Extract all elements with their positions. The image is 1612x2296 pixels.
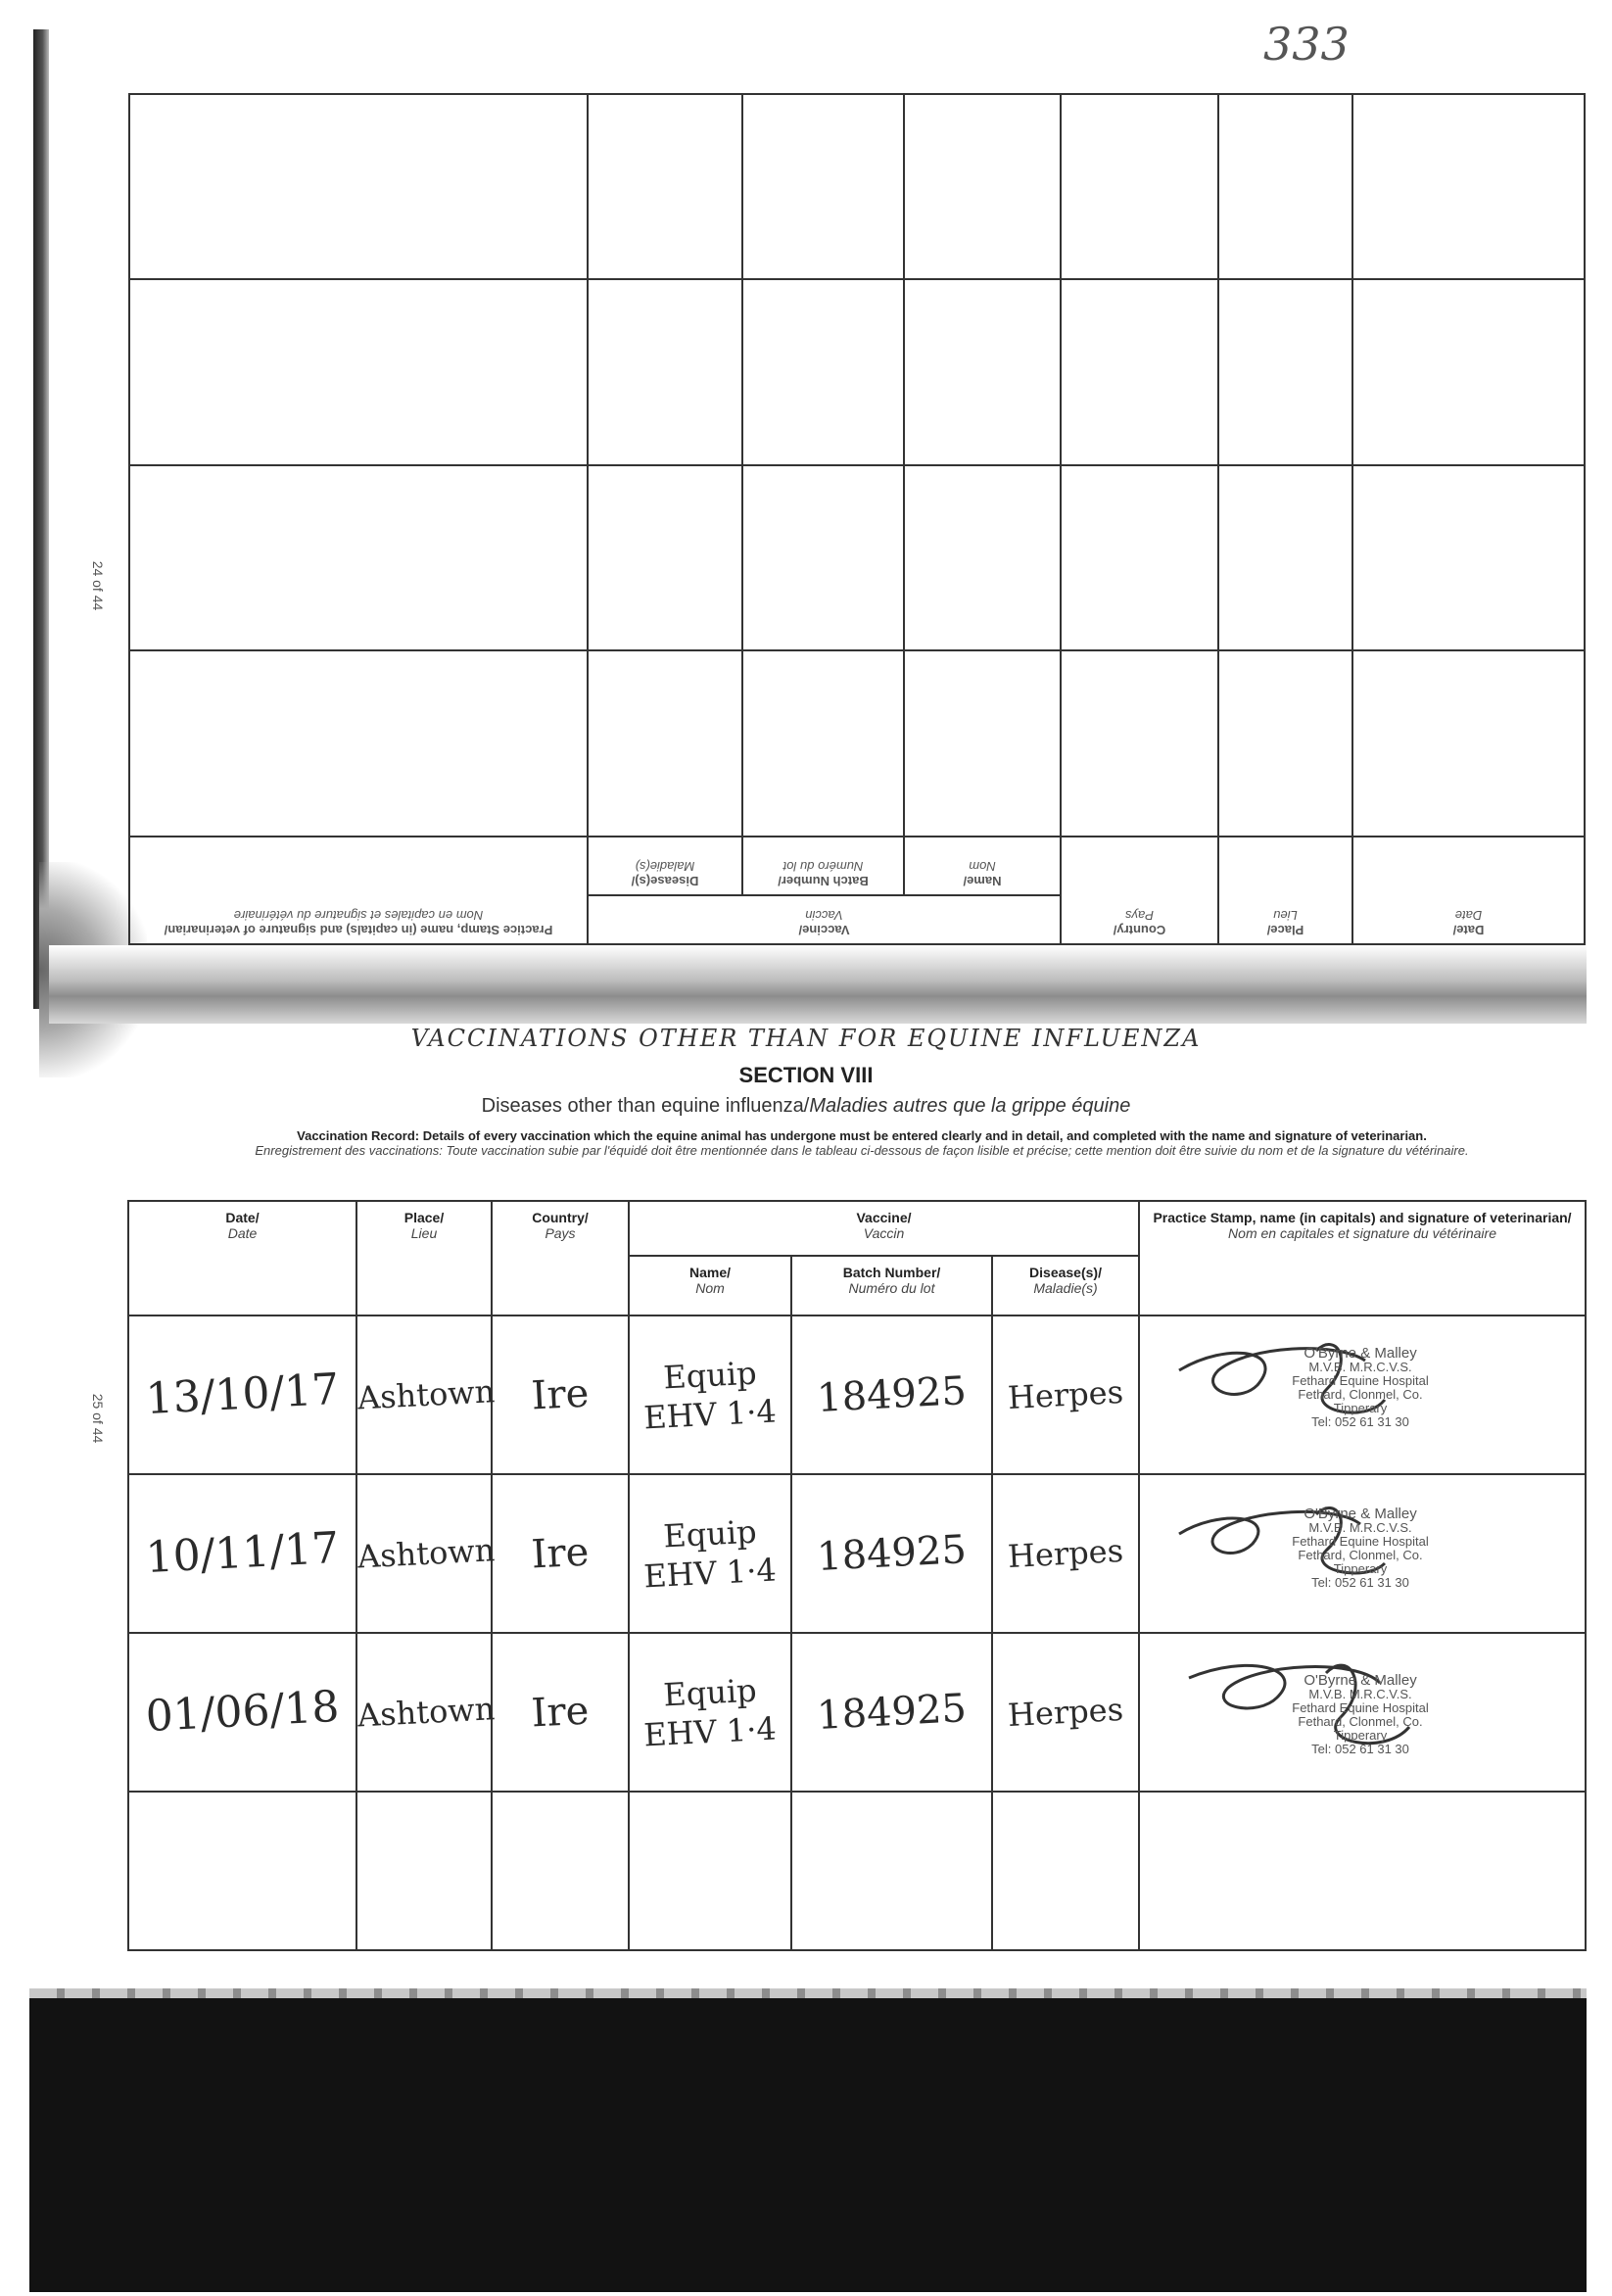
ud-header-country: Country/ Pays — [1061, 837, 1218, 944]
cell-batch: 184925 — [791, 1315, 992, 1474]
cell-batch: 184925 — [791, 1474, 992, 1633]
table-row — [128, 1474, 1586, 1633]
table-row-empty — [128, 1792, 1586, 1950]
cell-place: Ashtown — [356, 1633, 492, 1792]
upside-down-page — [130, 93, 1586, 945]
stamp-text: O'Byrne & Malley M.V.B. M.R.C.V.S. Fethard Equine Hospital Fethard, Clonmel, Co. Tipperary Tel: 052 61 31 30 — [1292, 1344, 1429, 1429]
header-vaccine: Vaccine/ Vaccin — [629, 1201, 1139, 1256]
ud-empty-row — [129, 465, 1585, 651]
cell-vaccine-name: Equip EHV 1·4 — [629, 1315, 791, 1474]
ud-header-place: Place/ Lieu — [1218, 837, 1352, 944]
cell-stamp — [1139, 1315, 1586, 1474]
header-name: Name/ Nom — [629, 1256, 791, 1315]
ud-empty-row — [129, 94, 1585, 280]
cell-batch: 184925 — [791, 1633, 992, 1792]
section-number: SECTION VIII — [738, 1063, 874, 1087]
header-practice-stamp: Practice Stamp, name (in capitals) and signature of veterinarian/ Nom en capitales et signature du vétérinaire — [1139, 1201, 1586, 1315]
header-batch: Batch Number/ Numéro du lot — [791, 1256, 992, 1315]
page-number-mark: 333 — [1263, 18, 1350, 71]
header-place: Place/ Lieu — [356, 1201, 492, 1315]
vet-stamp-signature — [1140, 1317, 1585, 1472]
table-row — [128, 1315, 1586, 1474]
scanner-dark-band — [29, 1998, 1587, 2292]
upside-down-table — [128, 93, 1586, 945]
cell-stamp — [1139, 1633, 1586, 1792]
ud-header-disease: Disease(s)/ Maladie(s) — [588, 837, 742, 895]
cell-date: 10/11/17 — [128, 1474, 356, 1633]
cell-stamp — [1139, 1474, 1586, 1633]
ud-header-date: Date/ Date — [1352, 837, 1585, 944]
page-label-24: 24 of 44 — [90, 560, 106, 611]
section-subtitle: Diseases other than equine influenza/Maladies autres que la grippe équine — [481, 1095, 1131, 1117]
ud-header-name: Name/ Nom — [904, 837, 1061, 895]
table-row — [128, 1633, 1586, 1792]
cell-disease: Herpes — [992, 1633, 1139, 1792]
book-fold-shadow — [49, 945, 1587, 1024]
section-heading: VACCINATIONS OTHER THAN FOR EQUINE INFLUENZA — [410, 1025, 1202, 1052]
page-label-25: 25 of 44 — [90, 1393, 106, 1444]
cell-country: Ire — [492, 1315, 629, 1474]
stamp-text: O'Byrne & Malley M.V.B. M.R.C.V.S. Fethard Equine Hospital Fethard, Clonmel, Co. Tipperary Tel: 052 61 31 30 — [1292, 1671, 1429, 1756]
ud-header-practice: Practice Stamp, name (in capitals) and signature of veterinarian/ Nom en capitales et signature du vétérinaire — [129, 837, 588, 944]
header-date: Date/ Date — [128, 1201, 356, 1315]
ud-header-vaccine: Vaccine/ Vaccin — [588, 895, 1061, 944]
ud-empty-row — [129, 651, 1585, 837]
cell-country: Ire — [492, 1633, 629, 1792]
cell-vaccine-name: Equip EHV 1·4 — [629, 1474, 791, 1633]
cell-date: 13/10/17 — [128, 1315, 356, 1474]
header-country: Country/ Pays — [492, 1201, 629, 1315]
vet-stamp-signature — [1140, 1476, 1585, 1631]
vet-stamp-signature — [1140, 1635, 1585, 1790]
stamp-text: O'Byrne & Malley M.V.B. M.R.C.V.S. Fethard Equine Hospital Fethard, Clonmel, Co. Tipperary Tel: 052 61 31 30 — [1292, 1505, 1429, 1590]
vaccination-table — [127, 1200, 1587, 1951]
ud-header-batch: Batch Number/ Numéro du lot — [742, 837, 904, 895]
cell-vaccine-name: Equip EHV 1·4 — [629, 1633, 791, 1792]
ud-empty-row — [129, 280, 1585, 466]
cell-place: Ashtown — [356, 1474, 492, 1633]
vaccination-record-note: Vaccination Record: Details of every vaccination which the equine animal has undergone must be entered clearly and in detail, and completed with the name and signature of veterinarian. Enregistrement des vaccinations: Toute vaccination subie par l'équidé doit être mentionnée dans le tableau ci-dessous de façon lisible et précise; cette mention doit être suivie du nom et de la signature du vétérinaire. — [255, 1128, 1469, 1158]
cell-disease: Herpes — [992, 1474, 1139, 1633]
cell-country: Ire — [492, 1474, 629, 1633]
cell-disease: Herpes — [992, 1315, 1139, 1474]
header-disease: Disease(s)/ Maladie(s) — [992, 1256, 1139, 1315]
cell-place: Ashtown — [356, 1315, 492, 1474]
cell-date: 01/06/18 — [128, 1633, 356, 1792]
